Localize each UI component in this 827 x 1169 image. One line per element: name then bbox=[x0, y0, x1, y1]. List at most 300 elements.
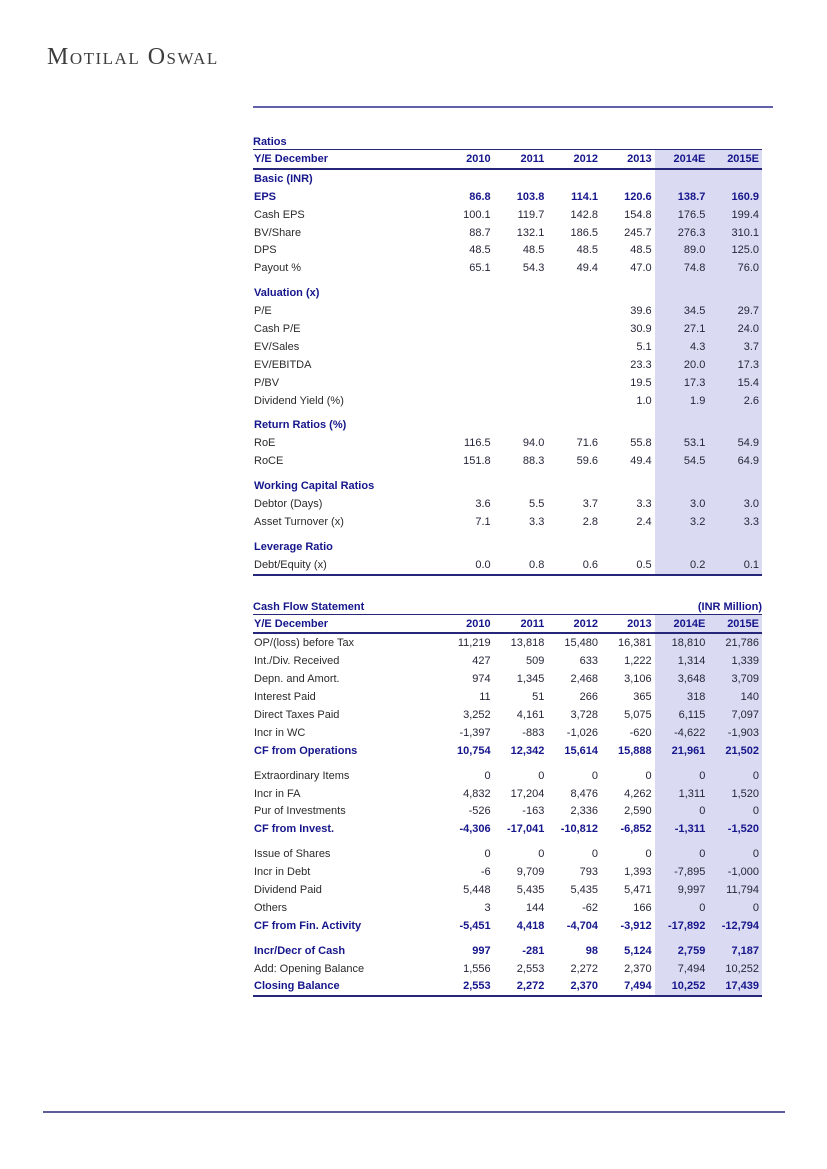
value-cell bbox=[708, 538, 762, 556]
table-row bbox=[253, 803, 762, 821]
value-cell bbox=[655, 531, 709, 538]
value-cell: 27.1 bbox=[655, 320, 709, 338]
value-cell: 4.3 bbox=[655, 338, 709, 356]
value-cell bbox=[494, 477, 548, 495]
value-cell bbox=[655, 538, 709, 556]
value-cell: 21,502 bbox=[708, 742, 762, 760]
value-cell bbox=[440, 760, 494, 767]
value-cell: 144 bbox=[525, 901, 545, 914]
value-cell: -1,397 bbox=[459, 726, 491, 739]
label-cell: CF from Fin. Activity bbox=[254, 919, 362, 932]
value-cell bbox=[440, 477, 494, 495]
value-cell: 15,614 bbox=[564, 744, 598, 757]
value-cell: 15,888 bbox=[618, 744, 652, 757]
value-cell: 119.7 bbox=[517, 208, 545, 221]
value-cell: 3.0 bbox=[708, 495, 762, 513]
value-cell: 24.0 bbox=[708, 320, 762, 338]
value-cell: 11,794 bbox=[708, 881, 762, 899]
table-row bbox=[253, 820, 762, 838]
value-cell bbox=[708, 477, 762, 495]
value-cell: 5,448 bbox=[463, 884, 491, 896]
table-row bbox=[253, 634, 762, 652]
spacer-row bbox=[253, 409, 762, 416]
value-cell: 2,553 bbox=[516, 962, 545, 975]
value-cell bbox=[494, 416, 548, 434]
table-row bbox=[253, 978, 762, 996]
value-cell: 64.9 bbox=[708, 452, 762, 470]
spacer-row bbox=[253, 935, 762, 942]
value-cell bbox=[655, 277, 709, 284]
value-cell: 2015E bbox=[708, 615, 762, 633]
value-cell: -1,311 bbox=[655, 820, 709, 838]
value-cell: 1,556 bbox=[463, 962, 491, 975]
value-cell: 1,393 bbox=[624, 866, 652, 879]
table-row bbox=[253, 670, 762, 688]
value-cell bbox=[547, 477, 601, 495]
value-cell bbox=[547, 284, 601, 302]
value-cell: -1,520 bbox=[708, 820, 762, 838]
value-cell bbox=[440, 409, 494, 416]
spacer-row bbox=[253, 277, 762, 284]
value-cell bbox=[440, 356, 494, 374]
value-cell: 15,480 bbox=[564, 637, 598, 650]
value-cell: 34.5 bbox=[655, 302, 709, 320]
value-cell: 21,786 bbox=[708, 634, 762, 652]
value-cell: 7,494 bbox=[655, 960, 709, 978]
value-cell bbox=[708, 277, 762, 284]
table-row bbox=[253, 224, 762, 242]
table-row bbox=[253, 706, 762, 724]
value-cell: 0 bbox=[655, 845, 709, 863]
value-cell bbox=[547, 538, 601, 556]
label-cell: Debt/Equity (x) bbox=[254, 558, 327, 571]
value-cell: 7,187 bbox=[708, 942, 762, 960]
value-cell: 3.7 bbox=[582, 497, 598, 510]
label-cell bbox=[253, 277, 440, 284]
value-cell: 10,252 bbox=[655, 978, 709, 996]
value-cell bbox=[494, 170, 548, 188]
spacer-row bbox=[253, 838, 762, 845]
value-cell: 0 bbox=[708, 803, 762, 821]
value-cell: 0 bbox=[655, 767, 709, 785]
table-row bbox=[253, 302, 762, 320]
value-cell: 310.1 bbox=[708, 224, 762, 242]
value-cell bbox=[494, 392, 548, 410]
label-cell: Incr in Debt bbox=[254, 866, 311, 879]
value-cell: 2,272 bbox=[570, 962, 598, 975]
value-cell bbox=[655, 284, 709, 302]
value-cell: 3.3 bbox=[708, 513, 762, 531]
value-cell: 2015E bbox=[708, 150, 762, 168]
value-cell: 29.7 bbox=[708, 302, 762, 320]
table-row bbox=[253, 652, 762, 670]
table-row bbox=[253, 513, 762, 531]
table-row bbox=[253, 434, 762, 452]
value-cell bbox=[440, 531, 494, 538]
value-cell: 6,115 bbox=[655, 706, 709, 724]
value-cell bbox=[494, 356, 548, 374]
value-cell: 0.1 bbox=[708, 556, 762, 574]
value-cell: -4,306 bbox=[459, 823, 491, 836]
value-cell: -526 bbox=[468, 805, 491, 818]
value-cell bbox=[547, 277, 601, 284]
value-cell: 76.0 bbox=[708, 259, 762, 277]
value-cell bbox=[440, 170, 494, 188]
value-cell: 3.2 bbox=[655, 513, 709, 531]
value-cell: 633 bbox=[579, 655, 598, 668]
value-cell: 7,494 bbox=[624, 980, 652, 993]
value-cell bbox=[708, 284, 762, 302]
label-cell: Y/E December bbox=[254, 152, 328, 165]
value-cell: 2010 bbox=[466, 152, 491, 165]
value-cell bbox=[601, 409, 655, 416]
value-cell: 59.6 bbox=[576, 455, 598, 468]
value-cell: 2,759 bbox=[655, 942, 709, 960]
value-cell: 0 bbox=[708, 899, 762, 917]
top-divider bbox=[253, 106, 773, 108]
value-cell: 1,222 bbox=[624, 655, 652, 668]
value-cell: 0.2 bbox=[655, 556, 709, 574]
value-cell: 151.8 bbox=[463, 455, 491, 468]
value-cell: 100.1 bbox=[463, 208, 491, 221]
value-cell bbox=[494, 302, 548, 320]
value-cell: -281 bbox=[522, 944, 545, 957]
label-cell bbox=[253, 531, 440, 538]
value-cell bbox=[601, 935, 655, 942]
value-cell: 266 bbox=[579, 691, 598, 704]
spacer-row bbox=[253, 470, 762, 477]
value-cell bbox=[440, 416, 494, 434]
value-cell bbox=[440, 320, 494, 338]
section-header-row bbox=[253, 170, 762, 188]
value-cell: 793 bbox=[579, 866, 598, 879]
value-cell: 365 bbox=[633, 691, 652, 704]
section-header-row bbox=[253, 416, 762, 434]
value-cell: 1,520 bbox=[708, 785, 762, 803]
value-cell: 2011 bbox=[520, 617, 545, 630]
table-row bbox=[253, 320, 762, 338]
value-cell: 55.8 bbox=[630, 437, 652, 450]
value-cell: 0 bbox=[538, 848, 545, 861]
value-cell: 9,709 bbox=[516, 866, 545, 879]
value-cell: 3,709 bbox=[708, 670, 762, 688]
value-cell: 7,097 bbox=[708, 706, 762, 724]
value-cell: 0 bbox=[591, 769, 598, 782]
value-cell: 2.4 bbox=[636, 515, 652, 528]
label-cell: Leverage Ratio bbox=[254, 540, 333, 553]
label-cell: Issue of Shares bbox=[254, 848, 331, 861]
label-cell: Valuation (x) bbox=[254, 287, 320, 300]
value-cell bbox=[655, 170, 709, 188]
label-cell: P/BV bbox=[254, 376, 280, 389]
label-cell: Extraordinary Items bbox=[254, 769, 350, 782]
value-cell: 4,832 bbox=[463, 787, 491, 800]
section-header-row bbox=[253, 538, 762, 556]
value-cell: -4,622 bbox=[655, 724, 709, 742]
value-cell bbox=[440, 284, 494, 302]
value-cell: -1,903 bbox=[708, 724, 762, 742]
spacer-row bbox=[253, 760, 762, 767]
value-cell: 7.1 bbox=[475, 515, 491, 528]
label-cell: Working Capital Ratios bbox=[254, 480, 375, 493]
value-cell: 2011 bbox=[520, 152, 545, 165]
value-cell: -883 bbox=[522, 726, 545, 739]
value-cell: 19.5 bbox=[630, 376, 652, 389]
value-cell: 2013 bbox=[627, 152, 652, 165]
value-cell: 2.8 bbox=[582, 515, 598, 528]
value-cell bbox=[547, 760, 601, 767]
value-cell: 17,204 bbox=[510, 787, 545, 800]
value-cell: 199.4 bbox=[708, 206, 762, 224]
table-row bbox=[253, 338, 762, 356]
value-cell: 0.5 bbox=[636, 558, 652, 571]
table-row bbox=[253, 742, 762, 760]
value-cell: 54.3 bbox=[522, 262, 545, 275]
value-cell: 114.1 bbox=[571, 190, 598, 203]
value-cell: 0 bbox=[484, 769, 491, 782]
label-cell: Add: Opening Balance bbox=[254, 962, 365, 975]
label-cell: RoCE bbox=[254, 455, 284, 468]
value-cell: 23.3 bbox=[630, 358, 652, 371]
label-cell: EV/EBITDA bbox=[254, 358, 312, 371]
value-cell: 13,818 bbox=[510, 637, 545, 650]
section-header-row bbox=[253, 477, 762, 495]
table-row bbox=[253, 917, 762, 935]
value-cell: 17.3 bbox=[708, 356, 762, 374]
value-cell bbox=[655, 760, 709, 767]
label-cell: Asset Turnover (x) bbox=[254, 515, 344, 528]
table-header-row bbox=[253, 150, 762, 170]
bottom-divider bbox=[43, 1111, 785, 1113]
value-cell: 132.1 bbox=[516, 226, 545, 239]
label-cell: Cash P/E bbox=[254, 322, 301, 335]
value-cell: 2010 bbox=[466, 617, 491, 630]
value-cell bbox=[494, 374, 548, 392]
value-cell bbox=[440, 538, 494, 556]
label-cell: CF from Operations bbox=[254, 744, 358, 757]
value-cell: 0 bbox=[591, 848, 598, 861]
section-header-row bbox=[253, 284, 762, 302]
label-cell bbox=[253, 935, 440, 942]
value-cell: 0 bbox=[708, 845, 762, 863]
value-cell bbox=[708, 416, 762, 434]
value-cell bbox=[440, 935, 494, 942]
value-cell: 125.0 bbox=[708, 241, 762, 259]
value-cell: 71.6 bbox=[576, 437, 598, 450]
label-cell: Direct Taxes Paid bbox=[254, 708, 340, 721]
value-cell bbox=[601, 470, 655, 477]
value-cell bbox=[494, 320, 548, 338]
value-cell: 1.9 bbox=[655, 392, 709, 410]
value-cell bbox=[440, 302, 494, 320]
value-cell: 3,252 bbox=[463, 708, 491, 721]
value-cell: 0 bbox=[655, 899, 709, 917]
value-cell: 74.8 bbox=[655, 259, 709, 277]
value-cell: -6 bbox=[480, 866, 491, 879]
value-cell bbox=[547, 416, 601, 434]
value-cell: 2012 bbox=[573, 152, 598, 165]
table-row bbox=[253, 556, 762, 574]
value-cell: -62 bbox=[582, 901, 598, 914]
brand-logo: Motilal Oswal bbox=[47, 44, 219, 70]
label-cell: Pur of Investments bbox=[254, 805, 346, 818]
value-cell bbox=[655, 935, 709, 942]
value-cell bbox=[547, 320, 601, 338]
value-cell: 3,728 bbox=[570, 708, 598, 721]
label-cell: Basic (INR) bbox=[254, 172, 313, 185]
value-cell: 5,124 bbox=[624, 944, 652, 957]
value-cell: 9,997 bbox=[655, 881, 709, 899]
value-cell bbox=[708, 838, 762, 845]
table-row bbox=[253, 785, 762, 803]
value-cell: 0 bbox=[708, 767, 762, 785]
value-cell bbox=[494, 760, 548, 767]
table-title-row bbox=[253, 132, 762, 150]
label-cell: BV/Share bbox=[254, 226, 302, 239]
value-cell: 54.5 bbox=[655, 452, 709, 470]
value-cell: -4,704 bbox=[566, 919, 598, 932]
value-cell: 2,336 bbox=[570, 805, 598, 818]
table-title-row bbox=[253, 597, 762, 615]
value-cell: 2,272 bbox=[516, 980, 545, 993]
label-cell: Debtor (Days) bbox=[254, 497, 323, 510]
value-cell: 0.8 bbox=[529, 558, 545, 571]
value-cell bbox=[708, 170, 762, 188]
value-cell: 2014E bbox=[655, 150, 709, 168]
label-cell: Incr in FA bbox=[254, 787, 301, 800]
table-row bbox=[253, 881, 762, 899]
value-cell: 166 bbox=[633, 901, 652, 914]
value-cell: 5.1 bbox=[636, 340, 652, 353]
value-cell bbox=[547, 838, 601, 845]
value-cell: -1,026 bbox=[566, 726, 598, 739]
value-cell: 0 bbox=[645, 848, 652, 861]
value-cell bbox=[708, 935, 762, 942]
value-cell: 48.5 bbox=[522, 244, 545, 257]
value-cell: 30.9 bbox=[630, 322, 652, 335]
value-cell: 49.4 bbox=[576, 262, 598, 275]
value-cell: 98 bbox=[585, 944, 598, 957]
spacer-row bbox=[253, 531, 762, 538]
value-cell: 3,106 bbox=[624, 673, 652, 686]
value-cell: 509 bbox=[525, 655, 545, 668]
value-cell: 142.8 bbox=[570, 208, 598, 221]
label-cell: Return Ratios (%) bbox=[254, 419, 347, 432]
table-row bbox=[253, 899, 762, 917]
value-cell bbox=[494, 338, 548, 356]
label-cell bbox=[253, 470, 440, 477]
label-cell: Incr/Decr of Cash bbox=[254, 944, 346, 957]
label-cell bbox=[253, 409, 440, 416]
table-row bbox=[253, 452, 762, 470]
value-cell: -5,451 bbox=[459, 919, 491, 932]
label-cell: Payout % bbox=[254, 262, 302, 275]
table-row bbox=[253, 767, 762, 785]
value-cell: 103.8 bbox=[516, 190, 545, 203]
value-cell: 94.0 bbox=[522, 437, 545, 450]
value-cell: 974 bbox=[472, 673, 491, 686]
label-cell: P/E bbox=[254, 305, 272, 318]
value-cell: 245.7 bbox=[624, 226, 652, 239]
value-cell: 18,810 bbox=[655, 634, 709, 652]
value-cell bbox=[440, 374, 494, 392]
value-cell bbox=[494, 470, 548, 477]
label-cell: Incr in WC bbox=[254, 726, 306, 739]
label-cell: Interest Paid bbox=[254, 691, 316, 704]
value-cell: 2,468 bbox=[570, 673, 598, 686]
value-cell: 89.0 bbox=[655, 241, 709, 259]
value-cell bbox=[547, 935, 601, 942]
label-cell bbox=[253, 838, 440, 845]
value-cell: 88.3 bbox=[522, 455, 545, 468]
value-cell: -7,895 bbox=[655, 863, 709, 881]
label-cell: OP/(loss) before Tax bbox=[254, 637, 355, 650]
value-cell: 5,471 bbox=[624, 884, 652, 896]
value-cell bbox=[547, 170, 601, 188]
value-cell: -10,812 bbox=[560, 823, 598, 836]
label-cell: Depn. and Amort. bbox=[254, 673, 340, 686]
table-row bbox=[253, 724, 762, 742]
value-cell: 10,754 bbox=[457, 744, 491, 757]
value-cell: 138.7 bbox=[655, 188, 709, 206]
value-cell: 12,342 bbox=[510, 744, 545, 757]
table-title: Cash Flow Statement bbox=[253, 600, 365, 613]
table-row bbox=[253, 241, 762, 259]
value-cell bbox=[440, 392, 494, 410]
value-cell bbox=[494, 409, 548, 416]
table-title: Ratios bbox=[253, 136, 287, 148]
label-cell: Cash EPS bbox=[254, 208, 305, 221]
value-cell bbox=[494, 935, 548, 942]
value-cell bbox=[440, 470, 494, 477]
value-cell: 3.7 bbox=[708, 338, 762, 356]
value-cell: 48.5 bbox=[630, 244, 652, 257]
value-cell bbox=[601, 277, 655, 284]
value-cell bbox=[655, 470, 709, 477]
value-cell: 4,161 bbox=[516, 708, 545, 721]
value-cell bbox=[708, 470, 762, 477]
value-cell: 5,435 bbox=[570, 884, 598, 896]
ratios-table bbox=[253, 132, 762, 576]
label-cell: EPS bbox=[254, 190, 277, 203]
value-cell: 318 bbox=[655, 688, 709, 706]
value-cell: -17,892 bbox=[655, 917, 709, 935]
value-cell: 65.1 bbox=[469, 262, 491, 275]
value-cell bbox=[494, 277, 548, 284]
value-cell: 1,345 bbox=[516, 673, 545, 686]
value-cell bbox=[440, 838, 494, 845]
value-cell: 0 bbox=[645, 769, 652, 782]
value-cell bbox=[601, 838, 655, 845]
value-cell bbox=[494, 538, 548, 556]
label-cell: Int./Div. Received bbox=[254, 655, 340, 668]
value-cell bbox=[655, 838, 709, 845]
value-cell: 11 bbox=[479, 691, 491, 704]
value-cell bbox=[547, 374, 601, 392]
value-cell: 427 bbox=[472, 655, 491, 668]
value-cell: -17,041 bbox=[507, 823, 545, 836]
label-cell: Dividend Paid bbox=[254, 884, 322, 896]
value-cell bbox=[708, 409, 762, 416]
value-cell bbox=[655, 416, 709, 434]
value-cell bbox=[440, 277, 494, 284]
value-cell: 1,339 bbox=[708, 652, 762, 670]
value-cell: 16,381 bbox=[618, 637, 652, 650]
value-cell: 4,262 bbox=[624, 787, 652, 800]
value-cell: 1,314 bbox=[655, 652, 709, 670]
value-cell: 116.5 bbox=[463, 437, 491, 450]
table-row bbox=[253, 845, 762, 863]
